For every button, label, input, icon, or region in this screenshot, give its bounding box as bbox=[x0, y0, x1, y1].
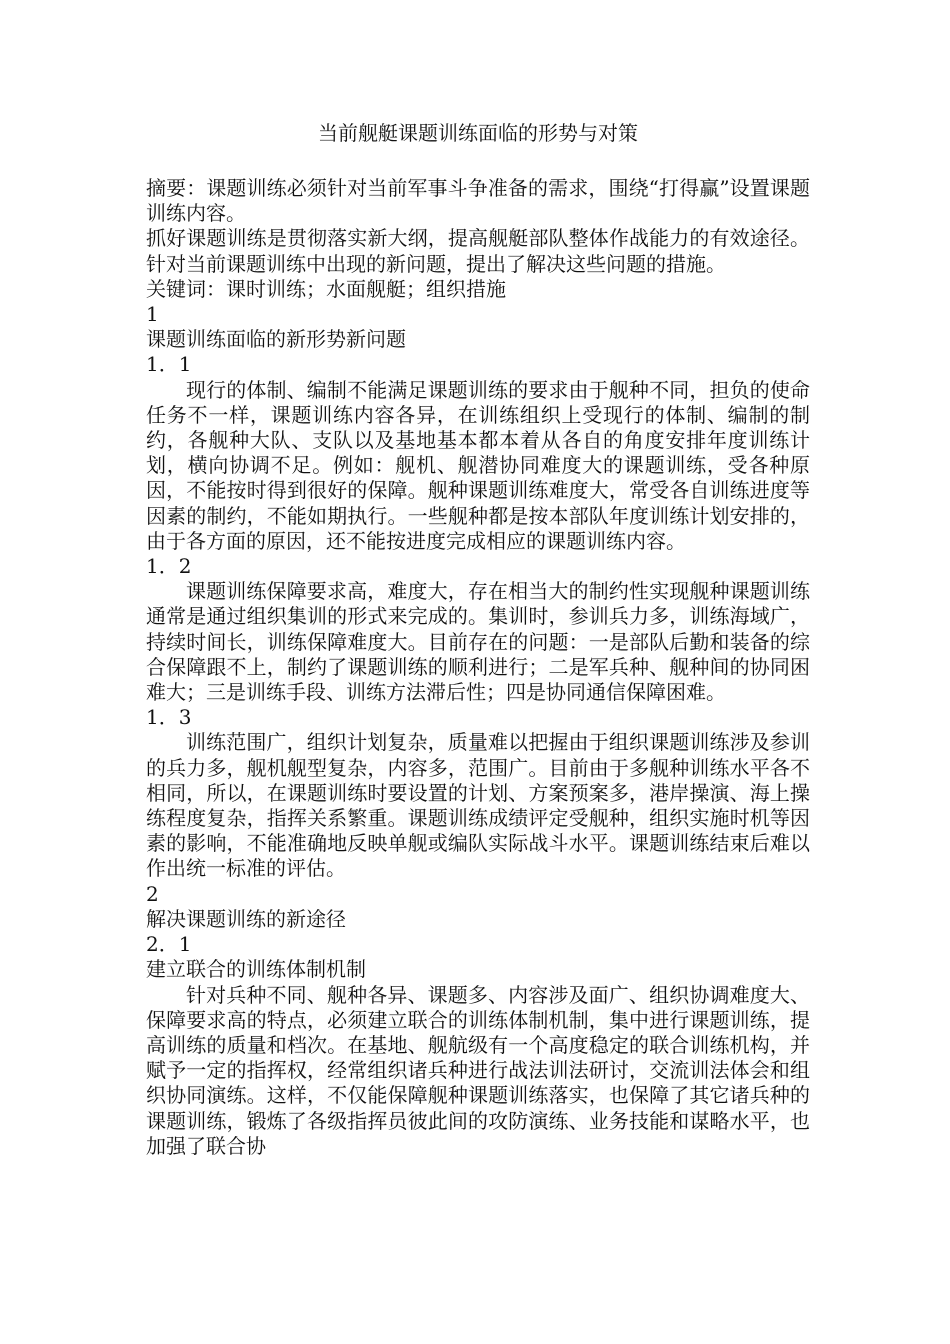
subsection-2-1-number: 2．1 bbox=[146, 932, 192, 957]
abstract: 摘要：课题训练必须针对当前军事斗争准备的需求，围绕“打得赢”设置课题训练内容。 bbox=[146, 176, 810, 226]
section-1-number: 1 bbox=[146, 302, 159, 327]
subsection-1-1-number: 1．1 bbox=[146, 352, 192, 377]
subsection-1-2-number: 1．2 bbox=[146, 554, 192, 579]
subsection-1-3-number: 1．3 bbox=[146, 705, 192, 730]
abstract-continued: 抓好课题训练是贯彻落实新大纲，提高舰艇部队整体作战能力的有效途径。针对当前课题训练中出现的新问题，提出了解决这些问题的措施。 bbox=[146, 226, 810, 276]
section-2-number: 2 bbox=[146, 881, 159, 906]
section-2-heading: 解决课题训练的新途径 bbox=[146, 906, 346, 931]
subsection-2-1-body: 针对兵种不同、舰种各异、课题多、内容涉及面广、组织协调难度大、保障要求高的特点，必须建立联合的训练体制机制，集中进行课题训练，提高训练的质量和档次。在基地、舰航级有一个高度稳定的联合训练机构，并赋予一定的指挥权，经常组织诸兵种进行战法训法研讨，交流训法体会和组织协同演练。这样，不仅能保障舰种课题训练落实，也保障了其它诸兵种的课题训练，锻炼了各级指挥员彼此间的攻防演练、业务技能和谋略水平，也加强了联合协 bbox=[146, 982, 810, 1158]
subsection-2-1-heading: 建立联合的训练体制机制 bbox=[146, 957, 366, 982]
keywords: 关键词：课时训练；水面舰艇；组织措施 bbox=[146, 276, 506, 301]
document-page bbox=[146, 118, 810, 1159]
subsection-1-1-body: 现行的体制、编制不能满足课题训练的要求由于舰种不同，担负的使命任务不一样，课题训练内容各异，在训练组织上受现行的体制、编制的制约，各舰种大队、支队以及基地基本都本着从各自的角度安排年度训练计划，横向协调不足。例如：舰机、舰潜协同难度大的课题训练，受各种原因，不能按时得到很好的保障。舰种课题训练难度大，常受各自训练进度等因素的制约，不能如期执行。一些舰种都是按本部队年度训练计划安排的，由于各方面的原因，还不能按进度完成相应的课题训练内容。 bbox=[146, 377, 810, 553]
subsection-1-2-body: 课题训练保障要求高，难度大，存在相当大的制约性实现舰种课题训练通常是通过组织集训的形式来完成的。集训时，参训兵力多，训练海域广，持续时间长，训练保障难度大。目前存在的问题：一是部队后勤和装备的综合保障跟不上，制约了课题训练的顺利进行；二是军兵种、舰种间的协同困难大；三是训练手段、训练方法滞后性；四是协同通信保障困难。 bbox=[146, 579, 810, 705]
section-1-heading: 课题训练面临的新形势新问题 bbox=[146, 327, 406, 352]
subsection-1-3-body: 训练范围广，组织计划复杂，质量难以把握由于组织课题训练涉及参训的兵力多，舰机舰型复杂，内容多，范围广。目前由于多舰种训练水平各不相同，所以，在课题训练时要设置的计划、方案预案多，港岸操演、海上操练程度复杂，指挥关系繁重。课题训练成绩评定受舰种，组织实施时机等因素的影响，不能准确地反映单舰或编队实际战斗水平。课题训练结束后难以作出统一标准的评估。 bbox=[146, 730, 810, 881]
document-title: 当前舰艇课题训练面临的形势与对策 bbox=[318, 121, 638, 145]
